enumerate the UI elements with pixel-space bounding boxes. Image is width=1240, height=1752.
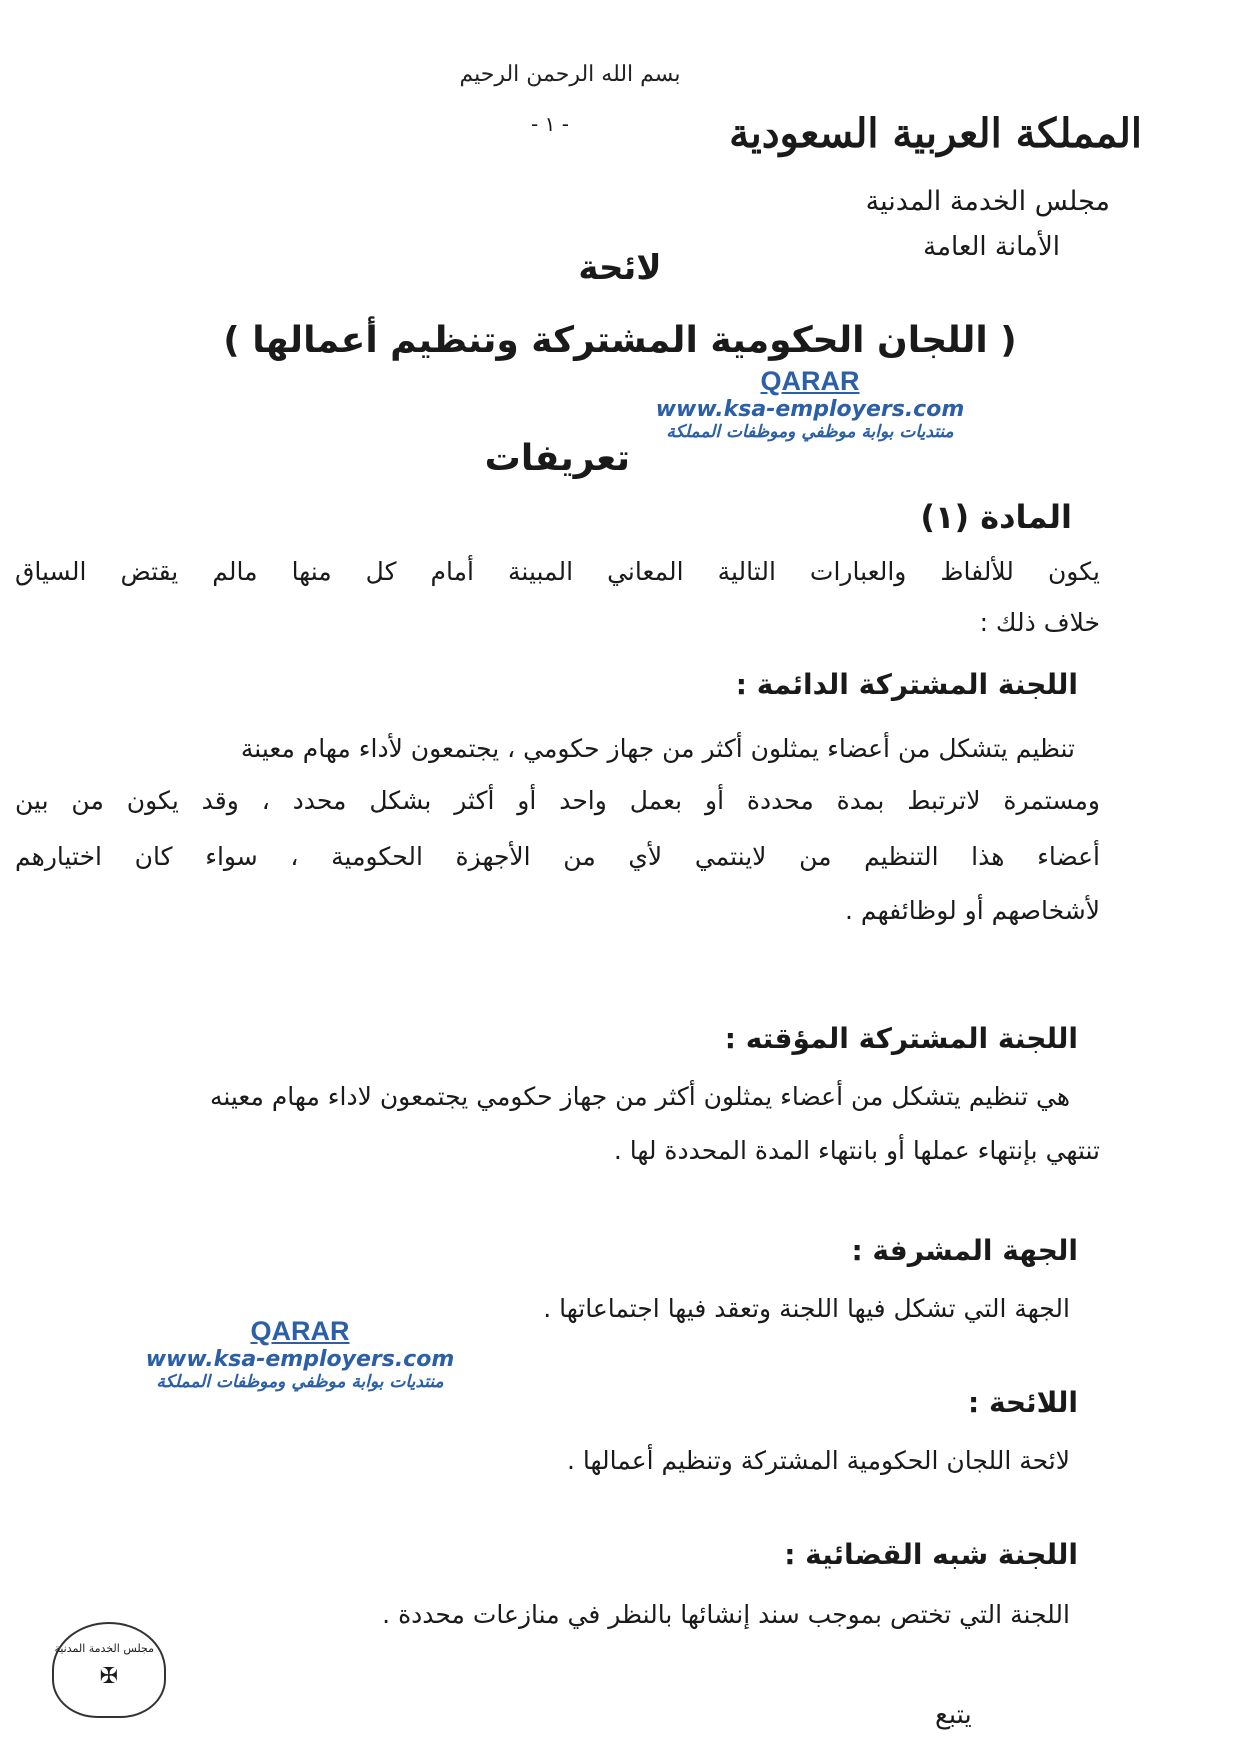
continued-marker: يتبع xyxy=(935,1700,972,1730)
seal-text: مجلس الخدمة المدنية xyxy=(54,1642,154,1655)
letterhead-council: مجلس الخدمة المدنية xyxy=(865,186,1110,217)
definition-line: أعضاء هذا التنظيم من لاينتمي لأي من الأجهزة الحكومية ، سواء كان اختيارهم xyxy=(15,842,1100,871)
article-label: المادة (١) xyxy=(920,498,1072,536)
definition-line: لائحة اللجان الحكومية المشتركة وتنظيم أعمالها . xyxy=(566,1446,1070,1475)
basmala: بسم الله الرحمن الرحيم xyxy=(459,62,681,87)
palm-swords-emblem-icon: ✠ xyxy=(99,1664,119,1689)
definition-line: هي تنظيم يتشكل من أعضاء يمثلون أكثر من جهاز حكومي يجتمعون لاداء مهام معينه xyxy=(209,1082,1070,1111)
watermark-bottom xyxy=(140,1316,460,1392)
page-number: - ١ - xyxy=(531,112,569,136)
definition-term: اللجنة المشتركة المؤقته : xyxy=(724,1022,1078,1055)
definition-line: اللجنة التي تختص بموجب سند إنشائها بالنظر في منازعات محددة . xyxy=(382,1600,1070,1629)
watermark-brand: QARAR xyxy=(250,1316,350,1346)
section-heading: تعريفات xyxy=(484,438,630,479)
intro-line: خلاف ذلك : xyxy=(979,608,1100,637)
definition-line: الجهة التي تشكل فيها اللجنة وتعقد فيها اجتماعاتها . xyxy=(543,1294,1070,1323)
watermark-top xyxy=(650,366,970,442)
definition-line: لأشخاصهم أو لوظائفهم . xyxy=(845,896,1100,925)
official-seal xyxy=(52,1622,166,1718)
watermark-brand: QARAR xyxy=(760,366,860,396)
watermark-tagline: منتديات بوابة موظفي وموظفات المملكة xyxy=(156,1372,444,1392)
definition-term: اللجنة شبه القضائية : xyxy=(784,1538,1078,1571)
watermark-url: www.ksa-employers.com xyxy=(145,1347,455,1372)
definition-line: تنظيم يتشكل من أعضاء يمثلون أكثر من جهاز حكومي ، يجتمعون لأداء مهام معينة xyxy=(240,734,1075,763)
letterhead-secretariat: الأمانة العامة xyxy=(923,232,1060,262)
document-subtitle: ( اللجان الحكومية المشتركة وتنظيم أعمالها ) xyxy=(223,320,1017,361)
definition-line: تنتهي بإنتهاء عملها أو بانتهاء المدة المحددة لها . xyxy=(613,1136,1100,1165)
definition-line: ومستمرة لاترتبط بمدة محددة أو بعمل واحد أو أكثر بشكل محدد ، وقد يكون من بين xyxy=(15,786,1100,815)
definition-term: اللجنة المشتركة الدائمة : xyxy=(735,668,1078,701)
intro-line: يكون للألفاظ والعبارات التالية المعاني المبينة أمام كل منها مالم يقتض السياق xyxy=(15,557,1100,586)
watermark-tagline: منتديات بوابة موظفي وموظفات المملكة xyxy=(666,422,954,442)
watermark-url: www.ksa-employers.com xyxy=(655,397,965,422)
definition-term: اللائحة : xyxy=(968,1386,1078,1419)
document-title: لائحة xyxy=(578,248,662,288)
definition-term: الجهة المشرفة : xyxy=(851,1234,1078,1267)
letterhead-kingdom: المملكة العربية السعودية xyxy=(729,110,1142,157)
